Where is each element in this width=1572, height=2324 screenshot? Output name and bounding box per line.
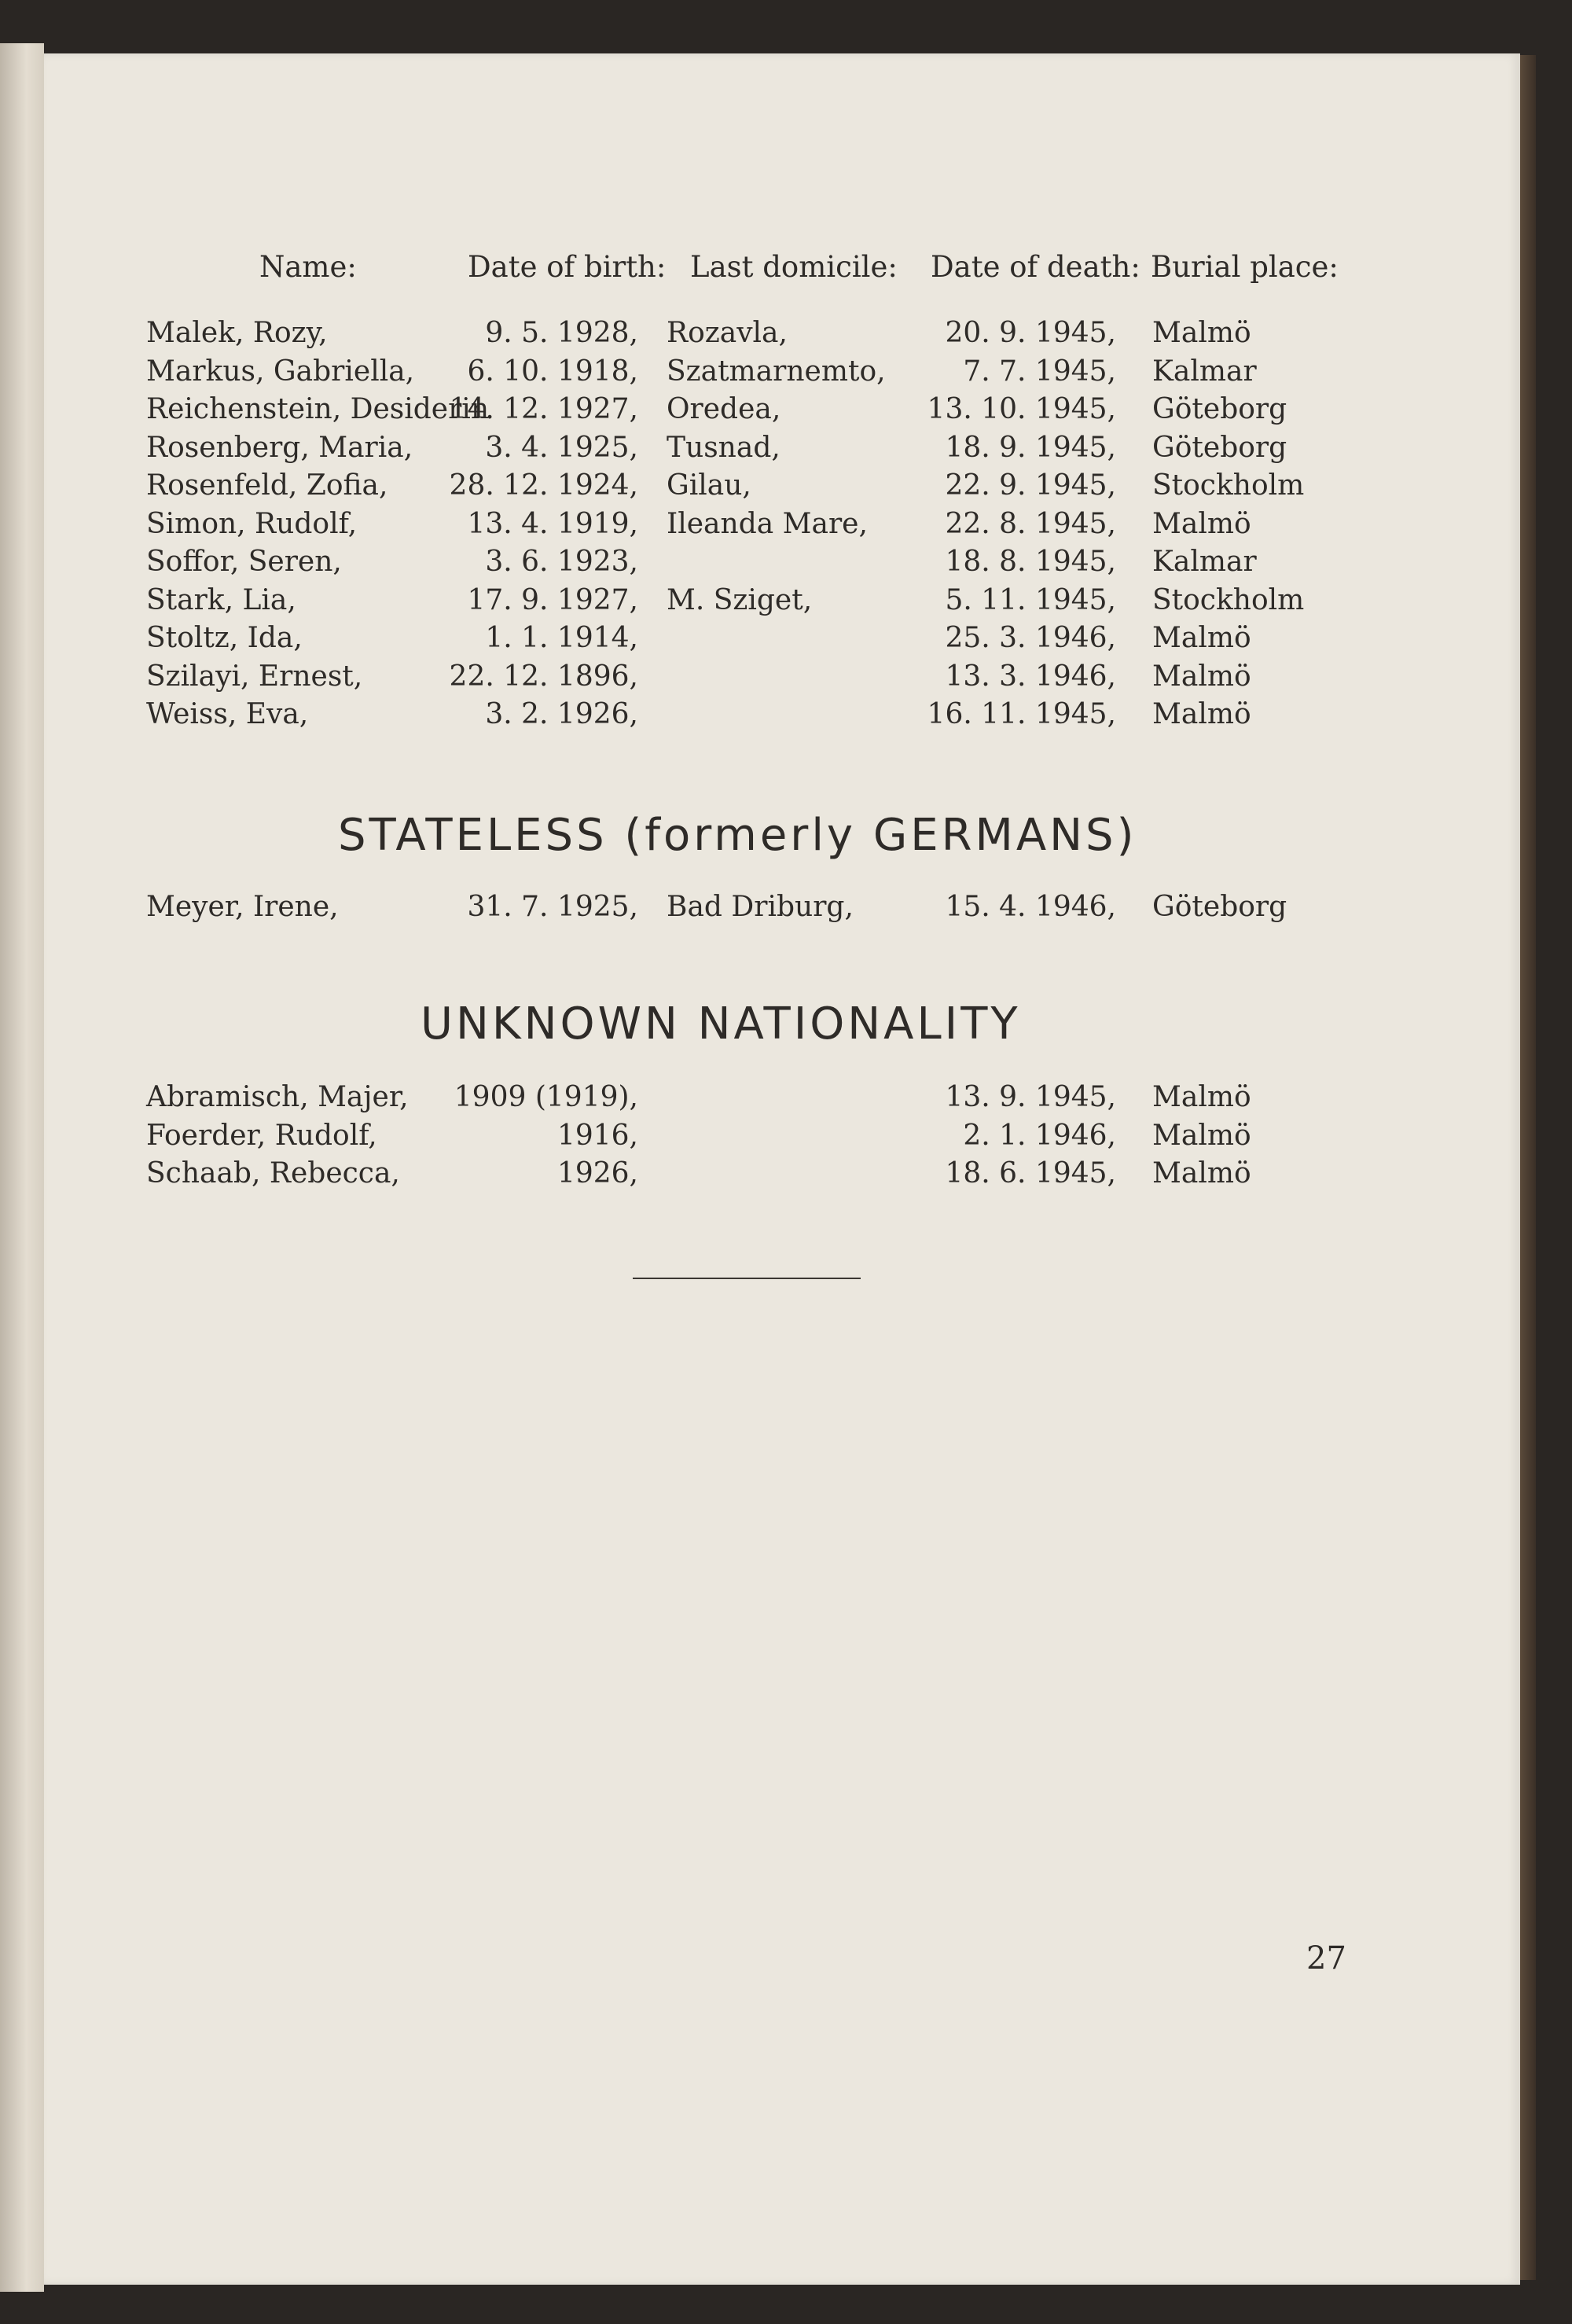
cell-death: 22. 9. 1945, bbox=[945, 469, 1116, 502]
cell-birth: 1. 1. 1914, bbox=[485, 622, 638, 654]
cell-name: Schaab, Rebecca, bbox=[146, 1157, 400, 1190]
cell-birth: 3. 2. 1926, bbox=[485, 698, 638, 730]
cell-domicile: Bad Driburg, bbox=[667, 891, 854, 923]
cell-domicile: Gilau, bbox=[667, 469, 751, 502]
cell-birth: 28. 12. 1924, bbox=[449, 469, 638, 502]
cell-birth: 6. 10. 1918, bbox=[467, 355, 638, 388]
cell-birth: 22. 12. 1896, bbox=[449, 660, 638, 693]
book-cover-edge bbox=[1520, 55, 1536, 2280]
cell-name: Stoltz, Ida, bbox=[146, 622, 303, 654]
cell-domicile: Tusnad, bbox=[667, 431, 780, 464]
header-burial: Burial place: bbox=[1151, 250, 1339, 284]
cell-burial: Stockholm bbox=[1152, 469, 1305, 502]
header-death: Date of death: bbox=[931, 250, 1140, 284]
cell-death: 20. 9. 1945, bbox=[945, 317, 1116, 349]
cell-burial: Göteborg bbox=[1152, 891, 1287, 923]
cell-death: 18. 9. 1945, bbox=[945, 431, 1116, 464]
section-heading-unknown: UNKNOWN NATIONALITY bbox=[421, 998, 1021, 1050]
cell-burial: Malmö bbox=[1152, 317, 1251, 349]
cell-burial: Kalmar bbox=[1152, 355, 1257, 388]
section-heading-stateless: STATELESS (formerly GERMANS) bbox=[338, 810, 1137, 861]
cell-death: 13. 3. 1946, bbox=[945, 660, 1116, 693]
cell-burial: Malmö bbox=[1152, 622, 1251, 654]
cell-birth: 9. 5. 1928, bbox=[485, 317, 638, 349]
cell-domicile: Oredea, bbox=[667, 393, 781, 425]
cell-name: Foerder, Rudolf, bbox=[146, 1119, 377, 1152]
cell-birth: 17. 9. 1927, bbox=[467, 583, 638, 616]
cell-burial: Stockholm bbox=[1152, 583, 1305, 616]
cell-domicile: Rozavla, bbox=[667, 317, 788, 349]
cell-birth: 1909 (1919), bbox=[454, 1081, 638, 1113]
cell-death: 2. 1. 1946, bbox=[963, 1119, 1116, 1152]
cell-death: 18. 8. 1945, bbox=[945, 546, 1116, 578]
cell-name: Weiss, Eva, bbox=[146, 698, 309, 730]
page-number: 27 bbox=[1306, 1940, 1346, 1977]
cell-burial: Malmö bbox=[1152, 1081, 1251, 1113]
cell-name: Szilayi, Ernest, bbox=[146, 660, 363, 693]
cell-birth: 1916, bbox=[556, 1119, 638, 1152]
cell-death: 5. 11. 1945, bbox=[945, 583, 1116, 616]
cell-name: Rosenfeld, Zofia, bbox=[146, 469, 388, 502]
cell-birth: 3. 6. 1923, bbox=[485, 546, 638, 578]
cell-burial: Malmö bbox=[1152, 660, 1251, 693]
cell-death: 25. 3. 1946, bbox=[945, 622, 1116, 654]
cell-birth: 31. 7. 1925, bbox=[467, 891, 638, 923]
cell-burial: Malmö bbox=[1152, 507, 1251, 540]
cell-domicile: M. Sziget, bbox=[667, 583, 813, 616]
cell-birth: 3. 4. 1925, bbox=[485, 431, 638, 464]
cell-burial: Malmö bbox=[1152, 1119, 1251, 1152]
cell-name: Stark, Lia, bbox=[146, 583, 296, 616]
previous-page-edge bbox=[0, 43, 44, 2292]
cell-name: Rosenberg, Maria, bbox=[146, 431, 413, 464]
cell-death: 18. 6. 1945, bbox=[945, 1157, 1116, 1190]
cell-burial: Göteborg bbox=[1152, 431, 1287, 464]
cell-birth: 13. 4. 1919, bbox=[467, 507, 638, 540]
cell-burial: Göteborg bbox=[1152, 393, 1287, 425]
cell-death: 15. 4. 1946, bbox=[945, 891, 1116, 923]
closing-rule bbox=[633, 1278, 861, 1279]
cell-name: Soffor, Seren, bbox=[146, 546, 342, 578]
cell-burial: Kalmar bbox=[1152, 546, 1257, 578]
cell-domicile: Szatmarnemto, bbox=[667, 355, 886, 388]
header-name: Name: bbox=[259, 250, 357, 284]
cell-burial: Malmö bbox=[1152, 1157, 1251, 1190]
cell-death: 22. 8. 1945, bbox=[945, 507, 1116, 540]
cell-birth: 14. 12. 1927, bbox=[449, 393, 638, 425]
cell-name: Reichenstein, Desiderin bbox=[146, 393, 490, 425]
cell-death: 13. 10. 1945, bbox=[927, 393, 1116, 425]
cell-name: Malek, Rozy, bbox=[146, 317, 328, 349]
cell-name: Meyer, Irene, bbox=[146, 891, 339, 923]
cell-death: 13. 9. 1945, bbox=[945, 1081, 1116, 1113]
cell-birth: 1926, bbox=[556, 1157, 638, 1190]
cell-name: Simon, Rudolf, bbox=[146, 507, 358, 540]
cell-domicile: Ileanda Mare, bbox=[667, 507, 868, 540]
cell-burial: Malmö bbox=[1152, 698, 1251, 730]
cell-death: 16. 11. 1945, bbox=[927, 698, 1116, 730]
cell-death: 7. 7. 1945, bbox=[963, 355, 1116, 388]
header-domicile: Last domicile: bbox=[690, 250, 898, 284]
header-birth: Date of birth: bbox=[468, 250, 667, 284]
cell-name: Markus, Gabriella, bbox=[146, 355, 415, 388]
cell-name: Abramisch, Majer, bbox=[146, 1081, 409, 1113]
